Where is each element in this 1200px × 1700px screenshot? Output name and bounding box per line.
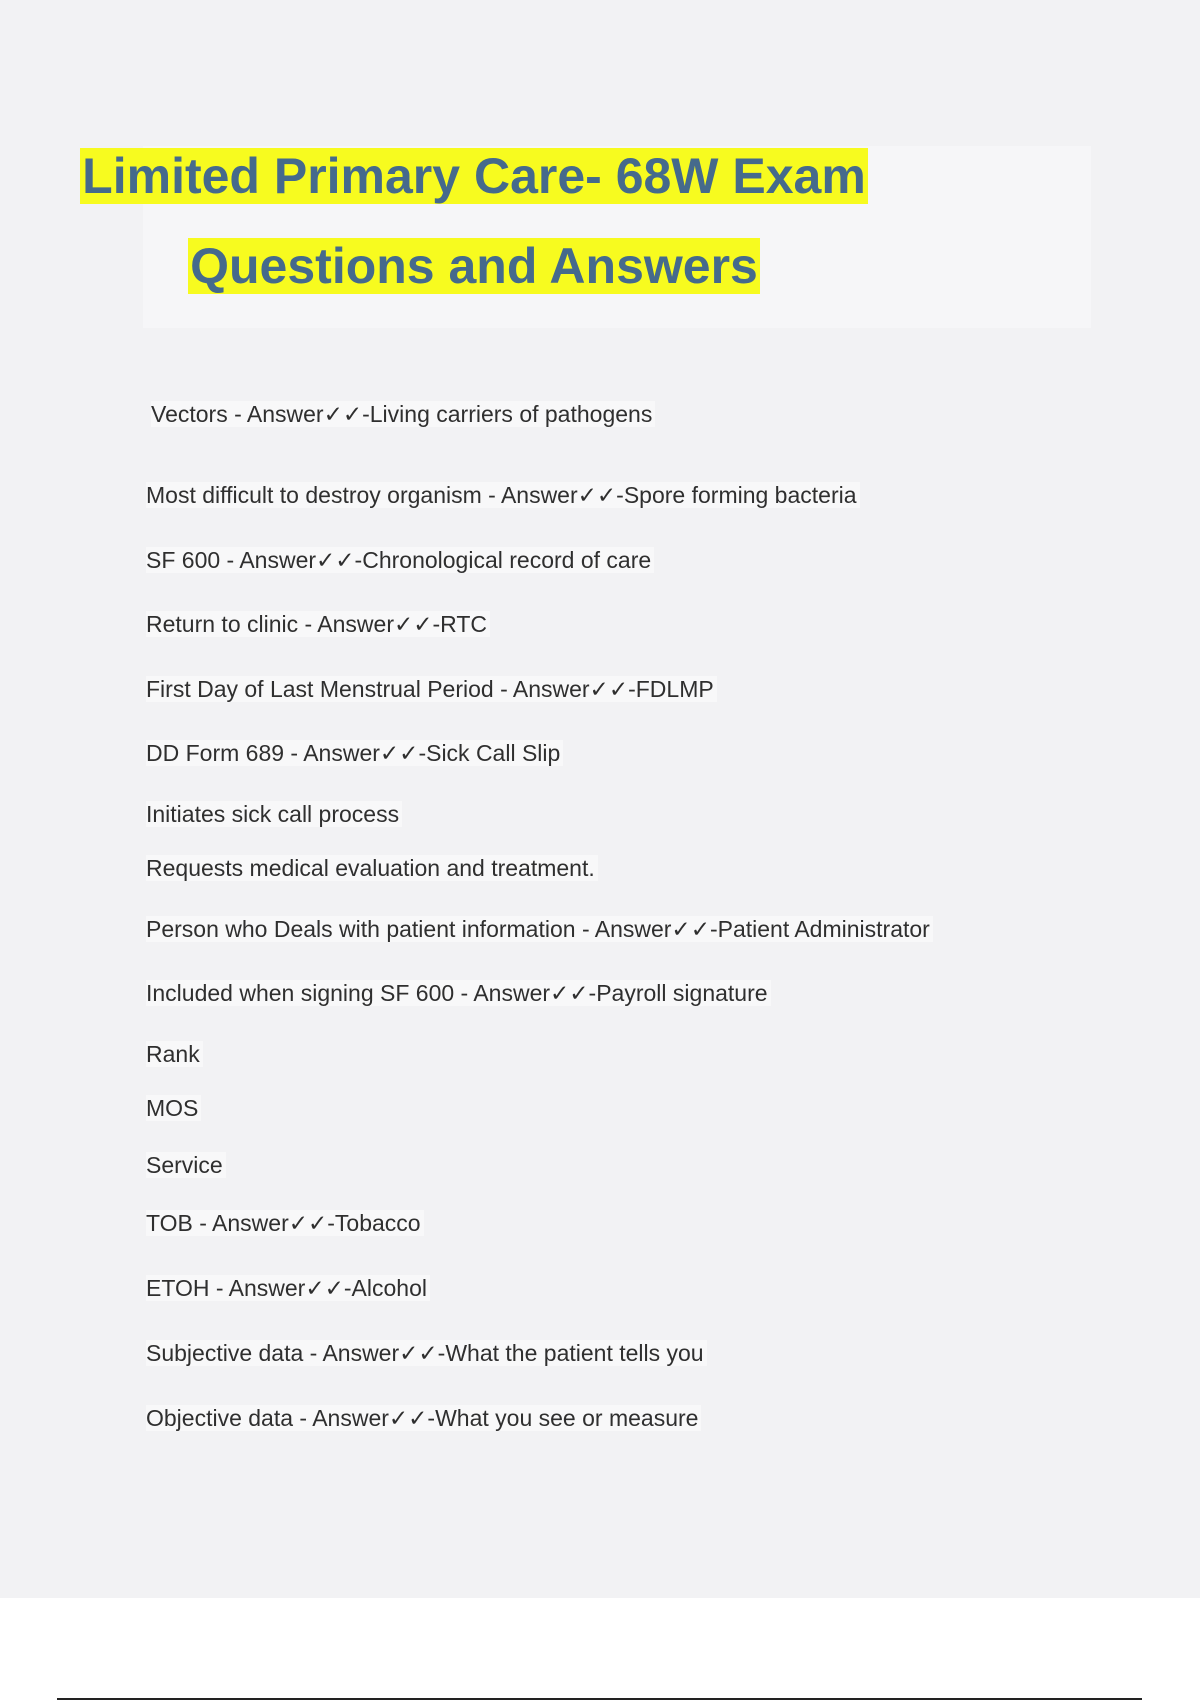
- qa-item-rank: Rank: [146, 1039, 203, 1069]
- qa-item-objective-data: Objective data - Answer✓✓-What you see or measure: [146, 1403, 701, 1433]
- qa-item-service: Service: [146, 1150, 226, 1180]
- qa-item-return-to-clinic: Return to clinic - Answer✓✓-RTC: [146, 609, 490, 639]
- document-title-line-2: Questions and Answers: [190, 238, 758, 294]
- document-title-line-1: Limited Primary Care- 68W Exam: [82, 148, 866, 204]
- qa-item-mos: MOS: [146, 1093, 201, 1123]
- qa-item-sick-call-detail-2: Requests medical evaluation and treatment.: [146, 853, 598, 883]
- qa-item-subjective-data: Subjective data - Answer✓✓-What the patient tells you: [146, 1338, 707, 1368]
- qa-item-dd-form-689: DD Form 689 - Answer✓✓-Sick Call Slip: [146, 738, 563, 768]
- qa-item-sf600: SF 600 - Answer✓✓-Chronological record of care: [146, 545, 654, 575]
- qa-item-tobacco: TOB - Answer✓✓-Tobacco: [146, 1208, 424, 1238]
- qa-item-vectors: Vectors - Answer✓✓-Living carriers of pathogens: [151, 399, 655, 429]
- qa-item-fdlmp: First Day of Last Menstrual Period - Answer✓✓-FDLMP: [146, 674, 717, 704]
- qa-item-alcohol: ETOH - Answer✓✓-Alcohol: [146, 1273, 430, 1303]
- qa-item-patient-administrator: Person who Deals with patient information - Answer✓✓-Patient Administrator: [146, 914, 933, 944]
- qa-item-sick-call-detail-1: Initiates sick call process: [146, 799, 402, 829]
- qa-item-signing-sf600: Included when signing SF 600 - Answer✓✓-Payroll signature: [146, 978, 771, 1008]
- qa-item-most-difficult-organism: Most difficult to destroy organism - Answer✓✓-Spore forming bacteria: [146, 480, 860, 510]
